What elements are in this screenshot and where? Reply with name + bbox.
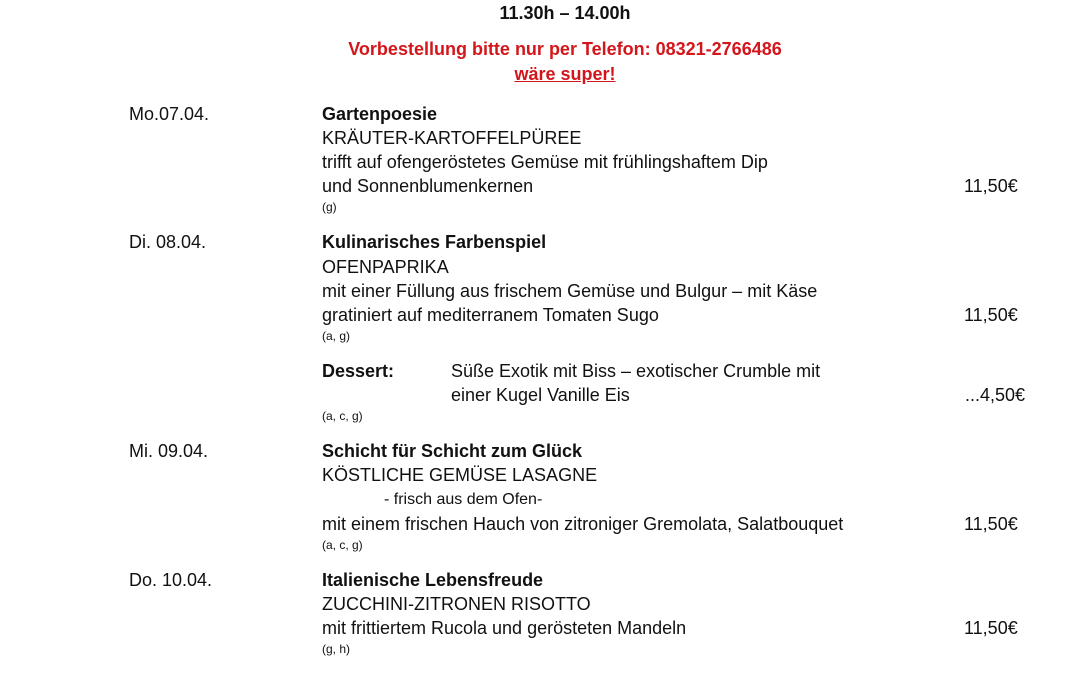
dish-description-line: mit einem frischen Hauch von zitroniger Gremolata, Salatbouquet	[322, 514, 844, 534]
allergen-codes: (a, g)	[322, 329, 351, 343]
preorder-notice: Vorbestellung bitte nur per Telefon: 08321-2766486	[348, 39, 782, 59]
dish-description-line: trifft auf ofengeröstetes Gemüse mit frühlingshaftem Dip	[322, 152, 768, 172]
dish-description-line: und Sonnenblumenkernen	[322, 176, 534, 196]
dish-description-line: gratiniert auf mediterranem Tomaten Sugo	[322, 305, 659, 325]
dish-price: 11,50€	[964, 514, 1018, 534]
serving-hours: 11.30h – 14.00h	[499, 3, 631, 23]
dish-price: 11,50€	[964, 618, 1018, 638]
dish-price: 11,50€	[964, 305, 1018, 325]
dish-price: 11,50€	[964, 176, 1018, 196]
dish-description-line: mit einer Füllung aus frischem Gemüse und Bulgur – mit Käse	[322, 281, 818, 301]
dessert-label: Dessert:	[322, 361, 395, 381]
allergen-codes: (a, c, g)	[322, 409, 363, 423]
day-date: Do. 10.04.	[129, 570, 213, 590]
dish-name: KÖSTLICHE GEMÜSE LASAGNE	[322, 465, 598, 485]
day-date: Mi. 09.04.	[129, 441, 209, 461]
dish-name: OFENPAPRIKA	[322, 257, 449, 277]
dish-description-line: mit frittiertem Rucola und gerösteten Mandeln	[322, 618, 687, 638]
dish-title: Schicht für Schicht zum Glück	[322, 441, 583, 461]
dessert-price: ...4,50€	[965, 385, 1026, 405]
allergen-codes: (g, h)	[322, 642, 351, 656]
day-date: Di. 08.04.	[129, 232, 207, 252]
allergen-codes: (a, c, g)	[322, 538, 363, 552]
day-date: Mo.07.04.	[129, 104, 210, 124]
dessert-description-line: einer Kugel Vanille Eis	[451, 385, 630, 405]
dish-title: Gartenpoesie	[322, 104, 438, 124]
dessert-description-line: Süße Exotik mit Biss – exotischer Crumble mit	[451, 361, 821, 381]
dish-name: ZUCCHINI-ZITRONEN RISOTTO	[322, 594, 591, 614]
dish-title: Kulinarisches Farbenspiel	[322, 232, 547, 252]
dish-title: Italienische Lebensfreude	[322, 570, 544, 590]
dish-name: KRÄUTER-KARTOFFELPÜREE	[322, 128, 582, 148]
allergen-codes: (g)	[322, 200, 337, 214]
preorder-notice-emphasis: wäre super!	[514, 64, 616, 84]
dish-subline: - frisch aus dem Ofen-	[384, 491, 543, 508]
